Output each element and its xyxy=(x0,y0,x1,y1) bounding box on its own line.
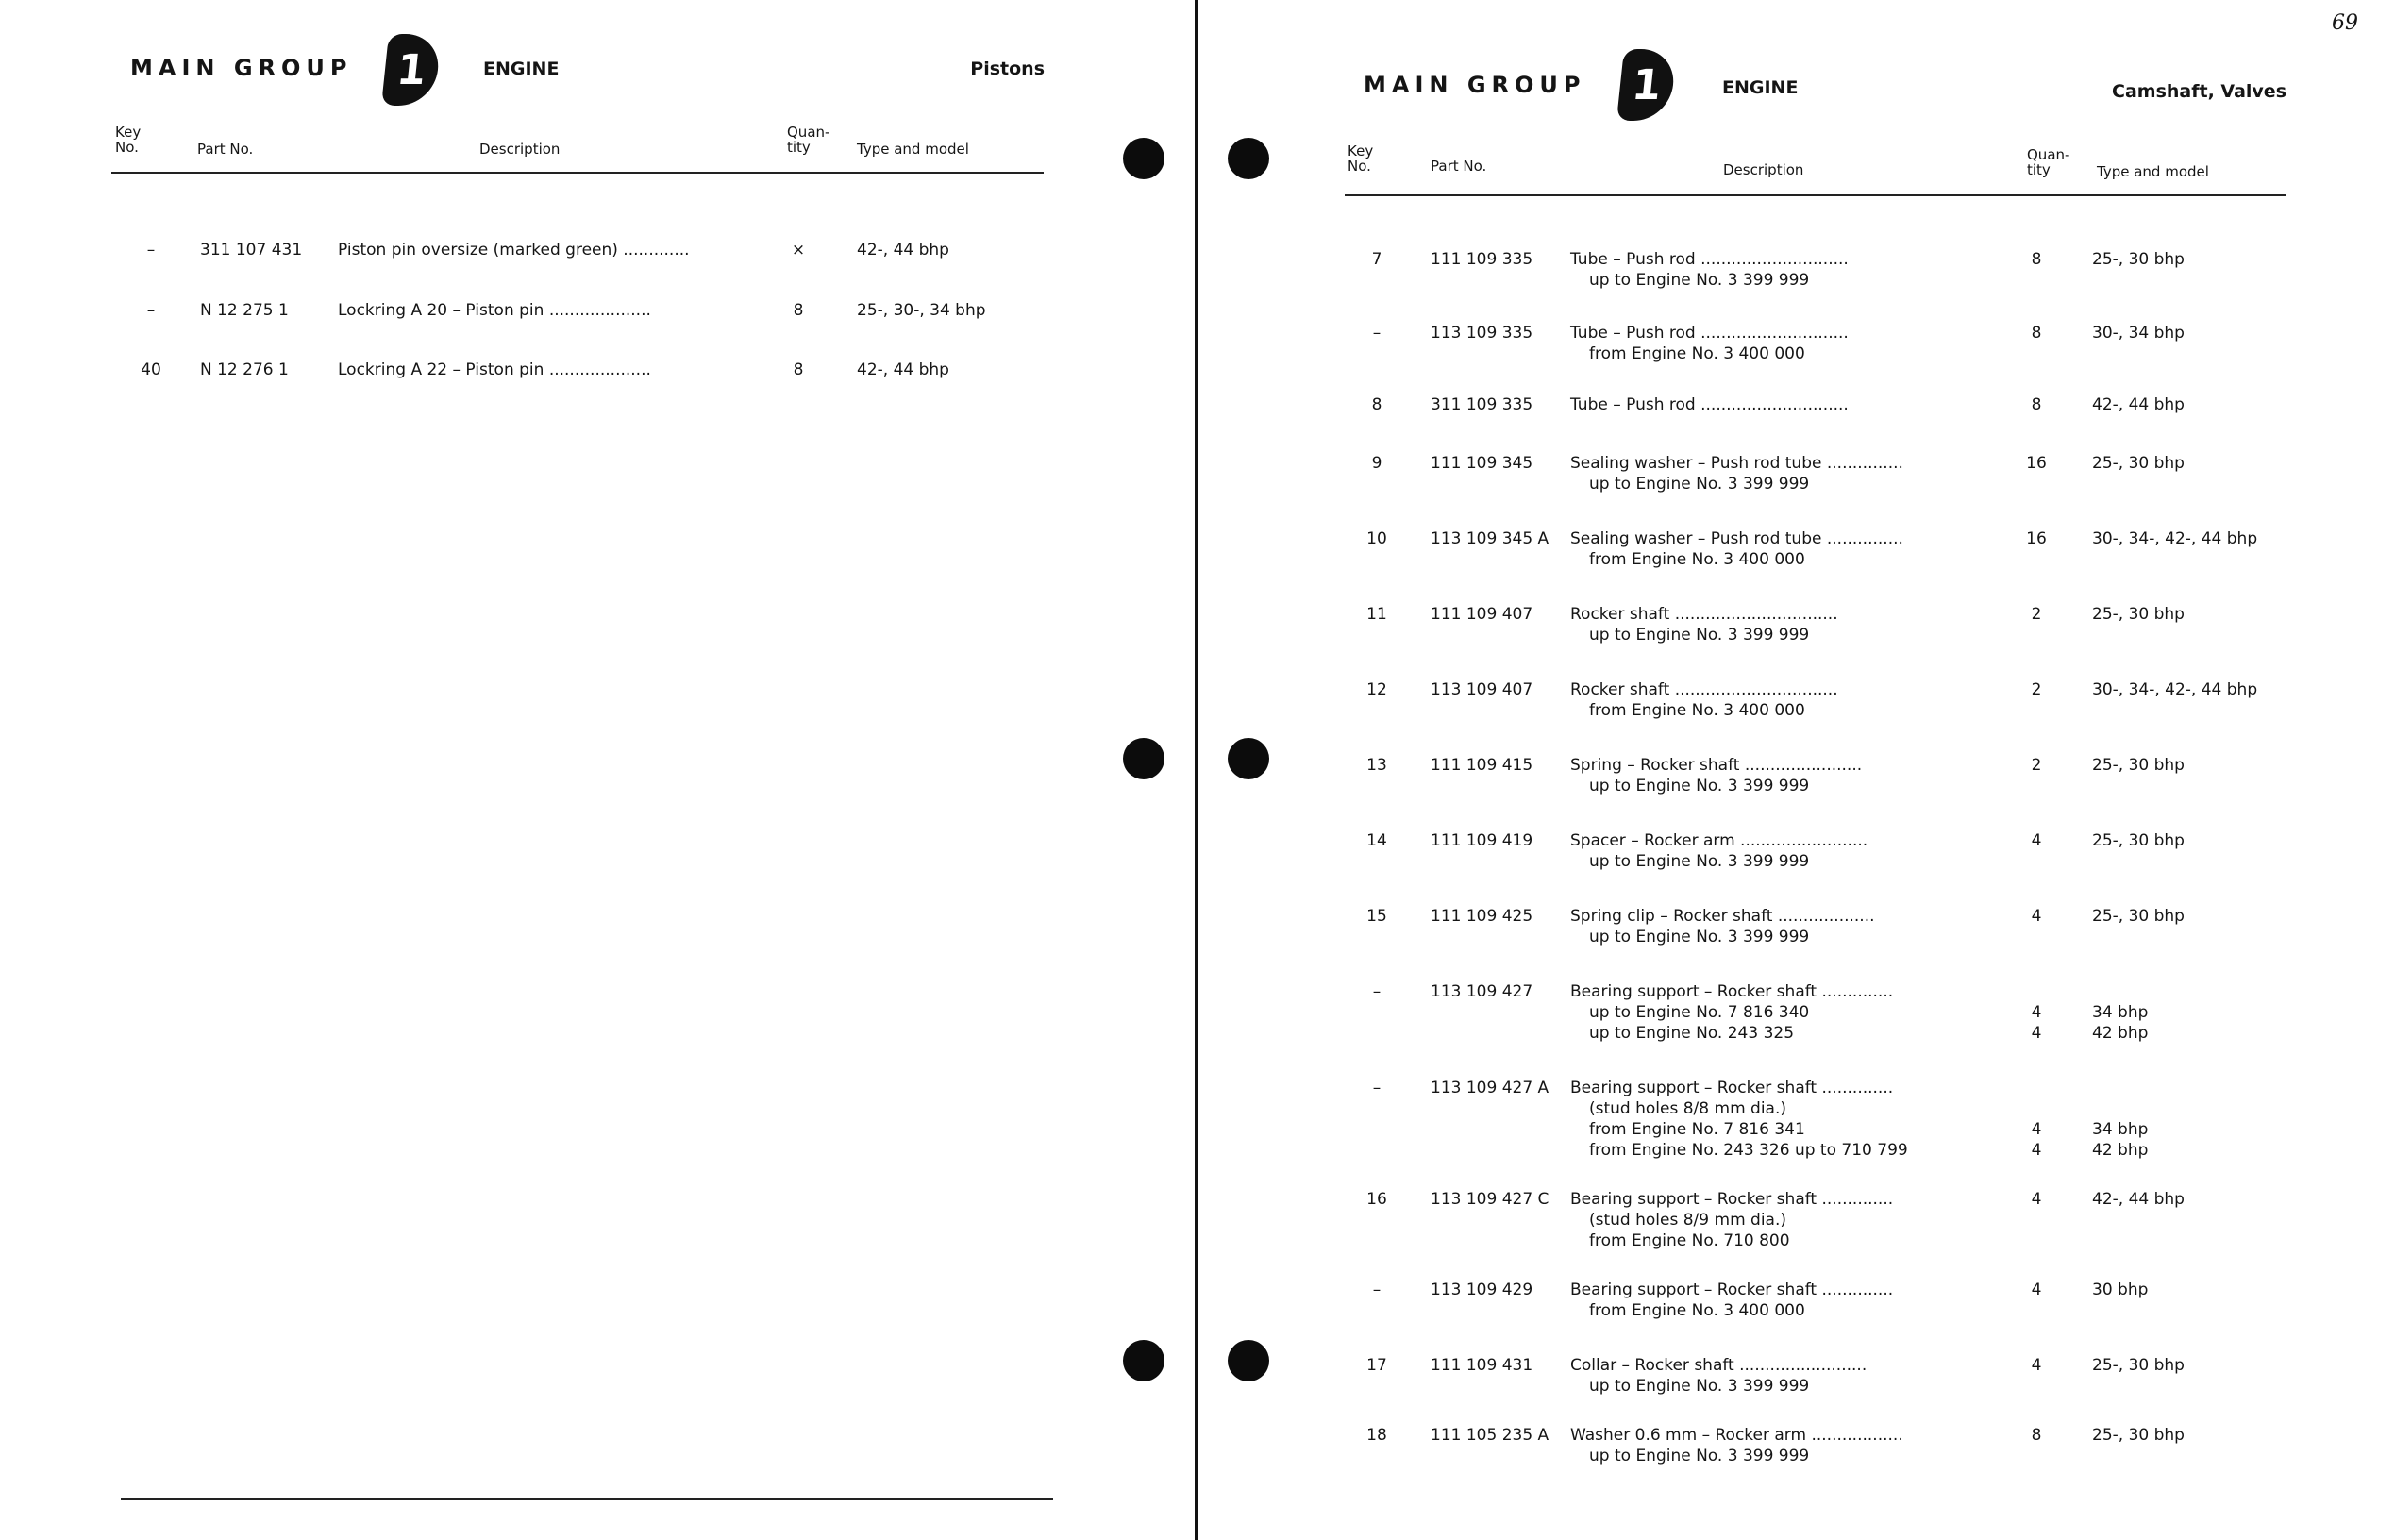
type-model-line: 30-, 34-, 42-, 44 bhp xyxy=(2092,529,2258,548)
description xyxy=(1570,453,1903,494)
description-line: Rocker shaft ................................ xyxy=(1570,605,1838,624)
key-no: – xyxy=(1372,982,1382,1001)
type-model-line: 30-, 34-, 42-, 44 bhp xyxy=(2092,680,2258,699)
part-no: 111 109 335 xyxy=(1431,250,1533,269)
type-model-line xyxy=(2092,1098,2148,1119)
description-line: Bearing support – Rocker shaft .............. xyxy=(1570,982,1894,1001)
col-part-no: Part No. xyxy=(1431,158,1487,175)
description-line: Lockring A 22 – Piston pin .................... xyxy=(338,360,651,379)
quantity xyxy=(2018,604,2055,625)
description-line: up to Engine No. 3 399 999 xyxy=(1589,626,1810,644)
part-no: 311 109 335 xyxy=(1431,395,1533,414)
description-line: from Engine No. 3 400 000 xyxy=(1589,1301,1805,1320)
part-no: 111 109 419 xyxy=(1431,831,1533,850)
quantity-line: 4 xyxy=(2031,1190,2042,1209)
description xyxy=(1570,323,1849,364)
type-model xyxy=(2092,394,2185,415)
quantity xyxy=(779,360,817,380)
description-line: Spring clip – Rocker shaft ................... xyxy=(1570,907,1875,926)
description-line: from Engine No. 7 816 341 xyxy=(1589,1120,1805,1139)
quantity-line: 8 xyxy=(2031,1426,2042,1445)
binder-hole xyxy=(1228,138,1269,179)
description-line: Tube – Push rod ............................. xyxy=(1570,250,1849,269)
description-line: Tube – Push rod ............................. xyxy=(1570,324,1849,343)
quantity-line: 8 xyxy=(793,360,804,379)
col-description: Description xyxy=(479,141,561,158)
description-line: up to Engine No. 3 399 999 xyxy=(1589,777,1810,795)
key-no: 17 xyxy=(1366,1356,1387,1375)
description xyxy=(1570,755,1862,796)
description xyxy=(1570,1425,1903,1466)
description xyxy=(1570,1189,1893,1251)
type-model-line xyxy=(2092,1078,2148,1098)
type-model-line: 30-, 34 bhp xyxy=(2092,324,2185,343)
key-no: 14 xyxy=(1366,831,1387,850)
type-model-line: 30 bhp xyxy=(2092,1281,2149,1299)
type-model xyxy=(2092,679,2257,700)
binder-hole xyxy=(1123,138,1164,179)
quantity xyxy=(2018,1078,2055,1161)
quantity-line: 8 xyxy=(2031,250,2042,269)
type-model-line: 34 bhp xyxy=(2092,1003,2149,1022)
binder-hole xyxy=(1123,1340,1164,1381)
quantity-line: 8 xyxy=(793,301,804,320)
type-model xyxy=(2092,830,2185,851)
quantity-line: 8 xyxy=(2031,395,2042,414)
type-model-line: 25-, 30 bhp xyxy=(2092,250,2185,269)
binder-hole xyxy=(1228,1340,1269,1381)
quantity-line xyxy=(2018,1098,2055,1119)
quantity xyxy=(2018,830,2055,851)
part-no: 111 109 345 xyxy=(1431,454,1533,473)
key-no: 16 xyxy=(1366,1190,1387,1209)
part-no: N 12 275 1 xyxy=(200,301,289,320)
binder-hole xyxy=(1228,738,1269,779)
type-model xyxy=(857,360,949,380)
quantity-line: 4 xyxy=(2031,1356,2042,1375)
type-model-line: 42 bhp xyxy=(2092,1141,2149,1160)
key-no: 8 xyxy=(1371,395,1382,414)
description-line: Tube – Push rod ............................. xyxy=(1570,395,1849,414)
section-title: Pistons xyxy=(970,59,1045,79)
description-line: Spacer – Rocker arm ......................... xyxy=(1570,831,1868,850)
engine-label: ENGINE xyxy=(1722,77,1799,98)
type-model xyxy=(2092,604,2185,625)
part-no: 113 109 345 A xyxy=(1431,529,1549,548)
description-line: from Engine No. 3 400 000 xyxy=(1589,701,1805,720)
quantity xyxy=(2018,394,2055,415)
type-model xyxy=(2092,1078,2148,1161)
part-no: 113 109 407 xyxy=(1431,680,1533,699)
part-no: 111 105 235 A xyxy=(1431,1426,1549,1445)
type-model-line: 25-, 30 bhp xyxy=(2092,454,2185,473)
description-line: up to Engine No. 3 399 999 xyxy=(1589,928,1810,946)
type-model-line: 25-, 30 bhp xyxy=(2092,831,2185,850)
quantity xyxy=(779,240,817,260)
quantity xyxy=(2018,1425,2055,1446)
quantity xyxy=(2018,1280,2055,1300)
description xyxy=(1570,679,1838,721)
type-model-line: 42 bhp xyxy=(2092,1024,2149,1043)
description-line: from Engine No. 3 400 000 xyxy=(1589,550,1805,569)
type-model xyxy=(2092,981,2148,1044)
type-model-line: 25-, 30 bhp xyxy=(2092,1356,2185,1375)
col-quantity: Quan- tity xyxy=(2027,146,2070,178)
type-model-line: 34 bhp xyxy=(2092,1120,2149,1139)
description-line: Collar – Rocker shaft ......................... xyxy=(1570,1356,1867,1375)
quantity xyxy=(2018,323,2055,343)
description-line: Bearing support – Rocker shaft .............. xyxy=(1570,1281,1894,1299)
part-no: 113 109 427 xyxy=(1431,982,1533,1001)
type-model xyxy=(2092,249,2185,270)
group-number-badge: 1 xyxy=(381,34,442,106)
binder-hole xyxy=(1123,738,1164,779)
quantity xyxy=(2018,528,2055,549)
type-model-line: 42-, 44 bhp xyxy=(2092,395,2185,414)
description xyxy=(1570,981,1893,1044)
description-line: from Engine No. 3 400 000 xyxy=(1589,344,1805,363)
description-line: from Engine No. 710 800 xyxy=(1589,1231,1790,1250)
type-model xyxy=(857,240,949,260)
col-part-no: Part No. xyxy=(197,141,254,158)
description-line: from Engine No. 243 326 up to 710 799 xyxy=(1589,1141,1908,1160)
quantity-line: 4 xyxy=(2031,1141,2042,1160)
part-no: 111 109 431 xyxy=(1431,1356,1533,1375)
description-line: up to Engine No. 3 399 999 xyxy=(1589,852,1810,871)
quantity-line: 16 xyxy=(2026,454,2047,473)
description xyxy=(1570,604,1838,645)
description-line: Spring – Rocker shaft ....................... xyxy=(1570,756,1863,775)
quantity xyxy=(779,300,817,321)
type-model xyxy=(2092,323,2185,343)
description xyxy=(1570,249,1849,291)
quantity xyxy=(2018,906,2055,927)
key-no: 7 xyxy=(1371,250,1382,269)
part-no: 113 109 427 C xyxy=(1431,1190,1549,1209)
quantity-line: 4 xyxy=(2031,1281,2042,1299)
quantity xyxy=(2018,453,2055,474)
quantity-line: 2 xyxy=(2031,680,2042,699)
description-line: Bearing support – Rocker shaft .............. xyxy=(1570,1190,1894,1209)
description-line: up to Engine No. 3 399 999 xyxy=(1589,271,1810,290)
quantity-line: × xyxy=(791,241,806,259)
type-model xyxy=(2092,1280,2148,1300)
key-no: – xyxy=(146,301,156,320)
section-title: Camshaft, Valves xyxy=(2112,81,2286,102)
left-page xyxy=(0,0,1197,1540)
quantity xyxy=(2018,1355,2055,1376)
type-model-line: 25-, 30-, 34 bhp xyxy=(857,301,986,320)
type-model-line: 25-, 30 bhp xyxy=(2092,907,2185,926)
description-line: Sealing washer – Push rod tube ............... xyxy=(1570,454,1903,473)
type-model-line: 42-, 44 bhp xyxy=(2092,1190,2185,1209)
type-model xyxy=(2092,1425,2185,1446)
col-type-model: Type and model xyxy=(2097,163,2209,180)
description-line: (stud holes 8/8 mm dia.) xyxy=(1589,1099,1786,1118)
type-model-line: 25-, 30 bhp xyxy=(2092,756,2185,775)
description-line: (stud holes 8/9 mm dia.) xyxy=(1589,1211,1786,1230)
description-line: up to Engine No. 3 399 999 xyxy=(1589,475,1810,494)
quantity-line: 4 xyxy=(2031,1024,2042,1043)
type-model xyxy=(2092,1355,2185,1376)
description-line: up to Engine No. 7 816 340 xyxy=(1589,1003,1810,1022)
key-no: 13 xyxy=(1366,756,1387,775)
key-no: – xyxy=(1372,1281,1382,1299)
quantity xyxy=(2018,679,2055,700)
quantity xyxy=(2018,981,2055,1044)
description-line: Lockring A 20 – Piston pin .................... xyxy=(338,301,651,320)
col-key-no: Key No. xyxy=(1348,142,1374,175)
quantity-line: 8 xyxy=(2031,324,2042,343)
description xyxy=(1570,1280,1893,1321)
description xyxy=(1570,528,1903,570)
quantity xyxy=(2018,249,2055,270)
type-model-line: 42-, 44 bhp xyxy=(857,241,949,259)
description xyxy=(1570,1078,1908,1161)
part-no: 111 109 415 xyxy=(1431,756,1533,775)
description-line: Sealing washer – Push rod tube ............... xyxy=(1570,529,1903,548)
part-no: 113 109 335 xyxy=(1431,324,1533,343)
col-type-model: Type and model xyxy=(857,141,969,158)
description-line: Bearing support – Rocker shaft .............. xyxy=(1570,1079,1894,1097)
type-model-line: 42-, 44 bhp xyxy=(857,360,949,379)
description xyxy=(1570,394,1849,415)
right-page xyxy=(1199,0,2395,1540)
key-no: 12 xyxy=(1366,680,1387,699)
page-number: 69 xyxy=(2332,11,2358,35)
type-model xyxy=(2092,1189,2185,1210)
quantity-line: 4 xyxy=(2031,1003,2042,1022)
part-no: 311 107 431 xyxy=(200,241,303,259)
quantity xyxy=(2018,1189,2055,1210)
quantity-line xyxy=(2018,1078,2055,1098)
type-model-line xyxy=(2092,981,2148,1002)
description xyxy=(1570,1355,1867,1397)
quantity xyxy=(2018,755,2055,776)
quantity-line: 16 xyxy=(2026,529,2047,548)
quantity-line: 2 xyxy=(2031,756,2042,775)
type-model xyxy=(2092,906,2185,927)
group-number-badge: 1 xyxy=(1616,49,1677,121)
main-group-title: MAIN GROUP xyxy=(1364,72,1586,98)
key-no: 18 xyxy=(1366,1426,1387,1445)
type-model xyxy=(2092,453,2185,474)
key-no: – xyxy=(1372,1079,1382,1097)
description-line: Rocker shaft ................................ xyxy=(1570,680,1838,699)
type-model xyxy=(2092,755,2185,776)
quantity-line: 4 xyxy=(2031,907,2042,926)
parts-table xyxy=(0,0,1197,1540)
key-no: 9 xyxy=(1371,454,1382,473)
col-quantity: Quan- tity xyxy=(787,124,830,156)
key-no: 10 xyxy=(1366,529,1387,548)
page-divider xyxy=(1195,0,1198,1540)
type-model xyxy=(857,300,986,321)
key-no: 40 xyxy=(141,360,161,379)
type-model-line: 25-, 30 bhp xyxy=(2092,605,2185,624)
main-group-title: MAIN GROUP xyxy=(130,55,353,81)
key-no: 15 xyxy=(1366,907,1387,926)
type-model-line: 25-, 30 bhp xyxy=(2092,1426,2185,1445)
description xyxy=(338,300,651,321)
col-key-no: Key No. xyxy=(115,124,142,156)
footer-rule xyxy=(121,1498,1053,1500)
description-line: Washer 0.6 mm – Rocker arm .................. xyxy=(1570,1426,1903,1445)
part-no: N 12 276 1 xyxy=(200,360,289,379)
key-no: – xyxy=(146,241,156,259)
col-description: Description xyxy=(1723,161,1804,178)
quantity-line: 2 xyxy=(2031,605,2042,624)
description-line: up to Engine No. 243 325 xyxy=(1589,1024,1795,1043)
quantity-line xyxy=(2018,981,2055,1002)
parts-table xyxy=(1199,0,2395,1540)
type-model xyxy=(2092,528,2257,549)
description xyxy=(1570,906,1875,947)
engine-label: ENGINE xyxy=(483,59,560,79)
quantity-line: 4 xyxy=(2031,1120,2042,1139)
part-no: 113 109 427 A xyxy=(1431,1079,1549,1097)
quantity-line: 4 xyxy=(2031,831,2042,850)
description xyxy=(338,360,651,380)
key-no: – xyxy=(1372,324,1382,343)
part-no: 111 109 407 xyxy=(1431,605,1533,624)
description-line: up to Engine No. 3 399 999 xyxy=(1589,1377,1810,1396)
part-no: 113 109 429 xyxy=(1431,1281,1533,1299)
description-line: up to Engine No. 3 399 999 xyxy=(1589,1447,1810,1465)
description xyxy=(1570,830,1867,872)
part-no: 111 109 425 xyxy=(1431,907,1533,926)
description-line: Piston pin oversize (marked green) ............. xyxy=(338,241,690,259)
key-no: 11 xyxy=(1366,605,1387,624)
description xyxy=(338,240,690,260)
